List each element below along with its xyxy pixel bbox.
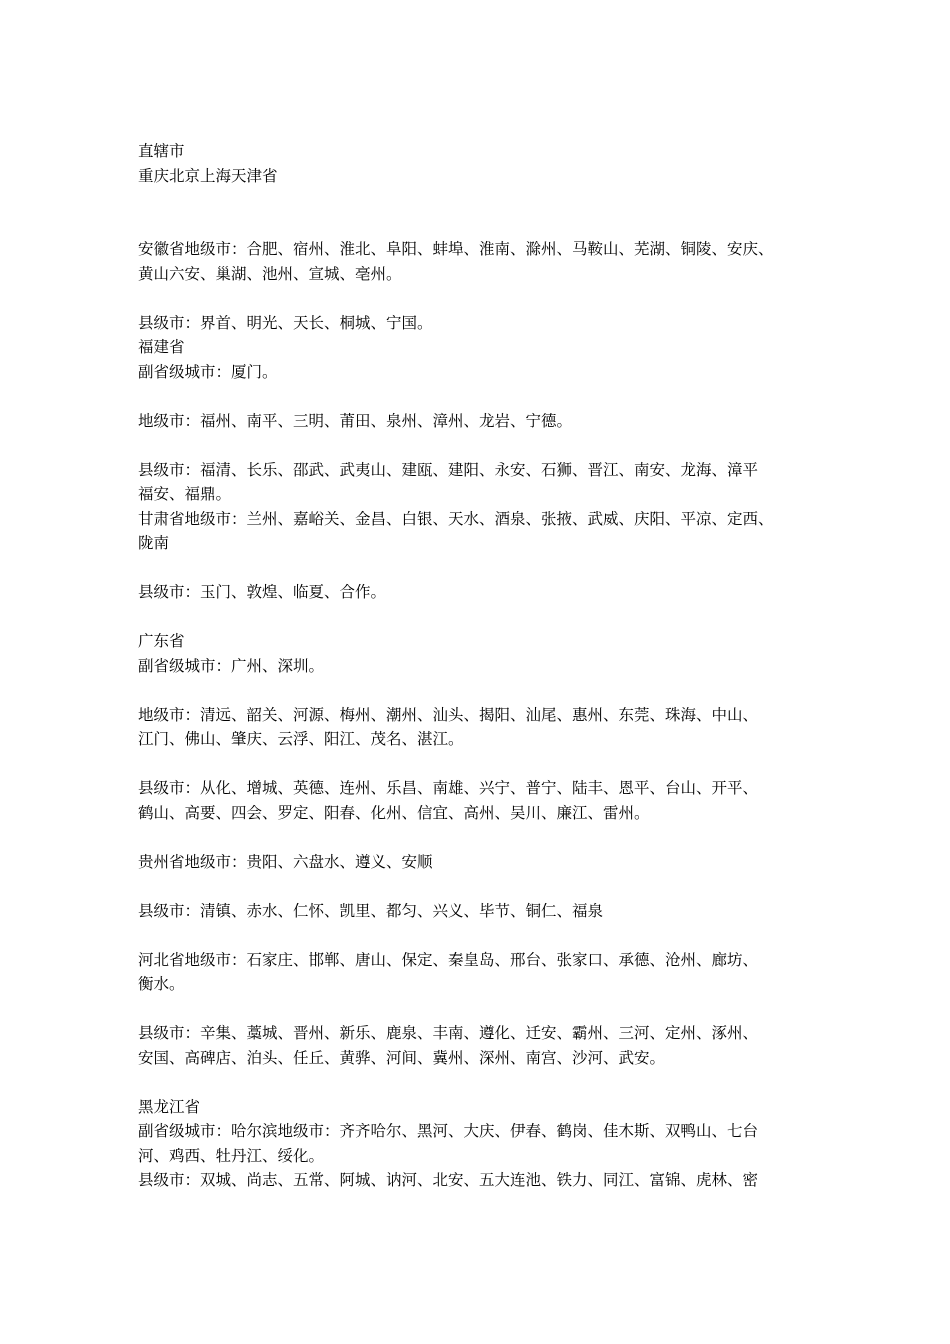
text-line: 地级市：福州、南平、三明、莆田、泉州、漳州、龙岩、宁德。 [138,411,573,430]
document-body [138,139,838,1193]
text-line: 直辖市 [138,142,185,160]
text-line: 江门、佛山、肇庆、云浮、阳江、茂名、湛江。 [138,730,464,748]
text-line: 河、鸡西、牡丹江、绥化。 [138,1146,325,1165]
text-line: 河北省地级市：石家庄、邯郸、唐山、保定、秦皇岛、邢台、张家口、承德、沧州、廊坊、 [138,950,759,969]
text-line: 福建省 [138,338,185,356]
paragraph-gap [138,997,838,1022]
paragraph-gap [138,923,838,948]
paragraph-gap [138,678,838,703]
text-line: 安徽省地级市：合肥、宿州、淮北、阜阳、蚌埠、淮南、滁州、马鞍山、芜湖、铜陵、安庆、 [138,240,774,258]
text-line: 福安、福鼎。 [138,485,232,503]
paragraph-gap [138,556,838,581]
text-line: 县级市：玉门、敦煌、临夏、合作。 [138,583,387,601]
text-line: 衡水。 [138,975,185,993]
text-line: 县级市：从化、增城、英德、连州、乐昌、南雄、兴宁、普宁、陆丰、恩平、台山、开平、 [138,779,759,797]
text-line: 黄山六安、巢湖、池州、宣城、亳州。 [138,264,402,283]
paragraph-gap [138,825,838,850]
paragraph-gap [138,605,838,630]
paragraph-gap [138,433,838,458]
text-line: 副省级城市：厦门。 [138,362,278,381]
paragraph-gap [138,286,838,311]
text-line: 地级市：清远、韶关、河源、梅州、潮州、汕头、揭阳、汕尾、惠州、东莞、珠海、中山、 [138,705,759,724]
text-line: 副省级城市：哈尔滨地级市：齐齐哈尔、黑河、大庆、伊春、鹤岗、佳木斯、双鸭山、七台 [138,1122,759,1140]
text-line: 黑龙江省 [138,1097,201,1116]
text-line: 副省级城市：广州、深圳。 [138,656,325,675]
text-line: 县级市：双城、尚志、五常、阿城、讷河、北安、五大连池、铁力、同江、富锦、虎林、密 [138,1171,759,1189]
text-line: 县级市：辛集、藁城、晋州、新乐、鹿泉、丰南、遵化、迁安、霸州、三河、定州、涿州、 [138,1024,759,1042]
paragraph-gap [138,384,838,409]
paragraph-gap [138,1070,838,1095]
text-line: 安国、高碑店、泊头、任丘、黄骅、河间、冀州、深州、南宫、沙河、武安。 [138,1048,666,1067]
paragraph-gap [138,188,838,237]
text-line: 陇南 [138,534,170,552]
text-line: 贵州省地级市：贵阳、六盘水、遵义、安顺 [138,852,433,871]
text-line: 甘肃省地级市：兰州、嘉峪关、金昌、白银、天水、酒泉、张掖、武威、庆阳、平凉、定西、 [138,509,774,528]
text-line: 县级市：福清、长乐、邵武、武夷山、建瓯、建阳、永安、石狮、晋江、南安、龙海、漳平 [138,460,759,479]
text-line: 县级市：清镇、赤水、仁怀、凯里、都匀、兴义、毕节、铜仁、福泉 [138,901,604,920]
paragraph-gap [138,752,838,777]
text-line: 重庆北京上海天津省 [138,166,278,185]
text-line: 广东省 [138,632,185,650]
text-line: 鹤山、高要、四会、罗定、阳春、化州、信宜、高州、吴川、廉江、雷州。 [138,803,650,822]
text-line: 县级市：界首、明光、天长、桐城、宁国。 [138,313,433,332]
paragraph-gap [138,874,838,899]
